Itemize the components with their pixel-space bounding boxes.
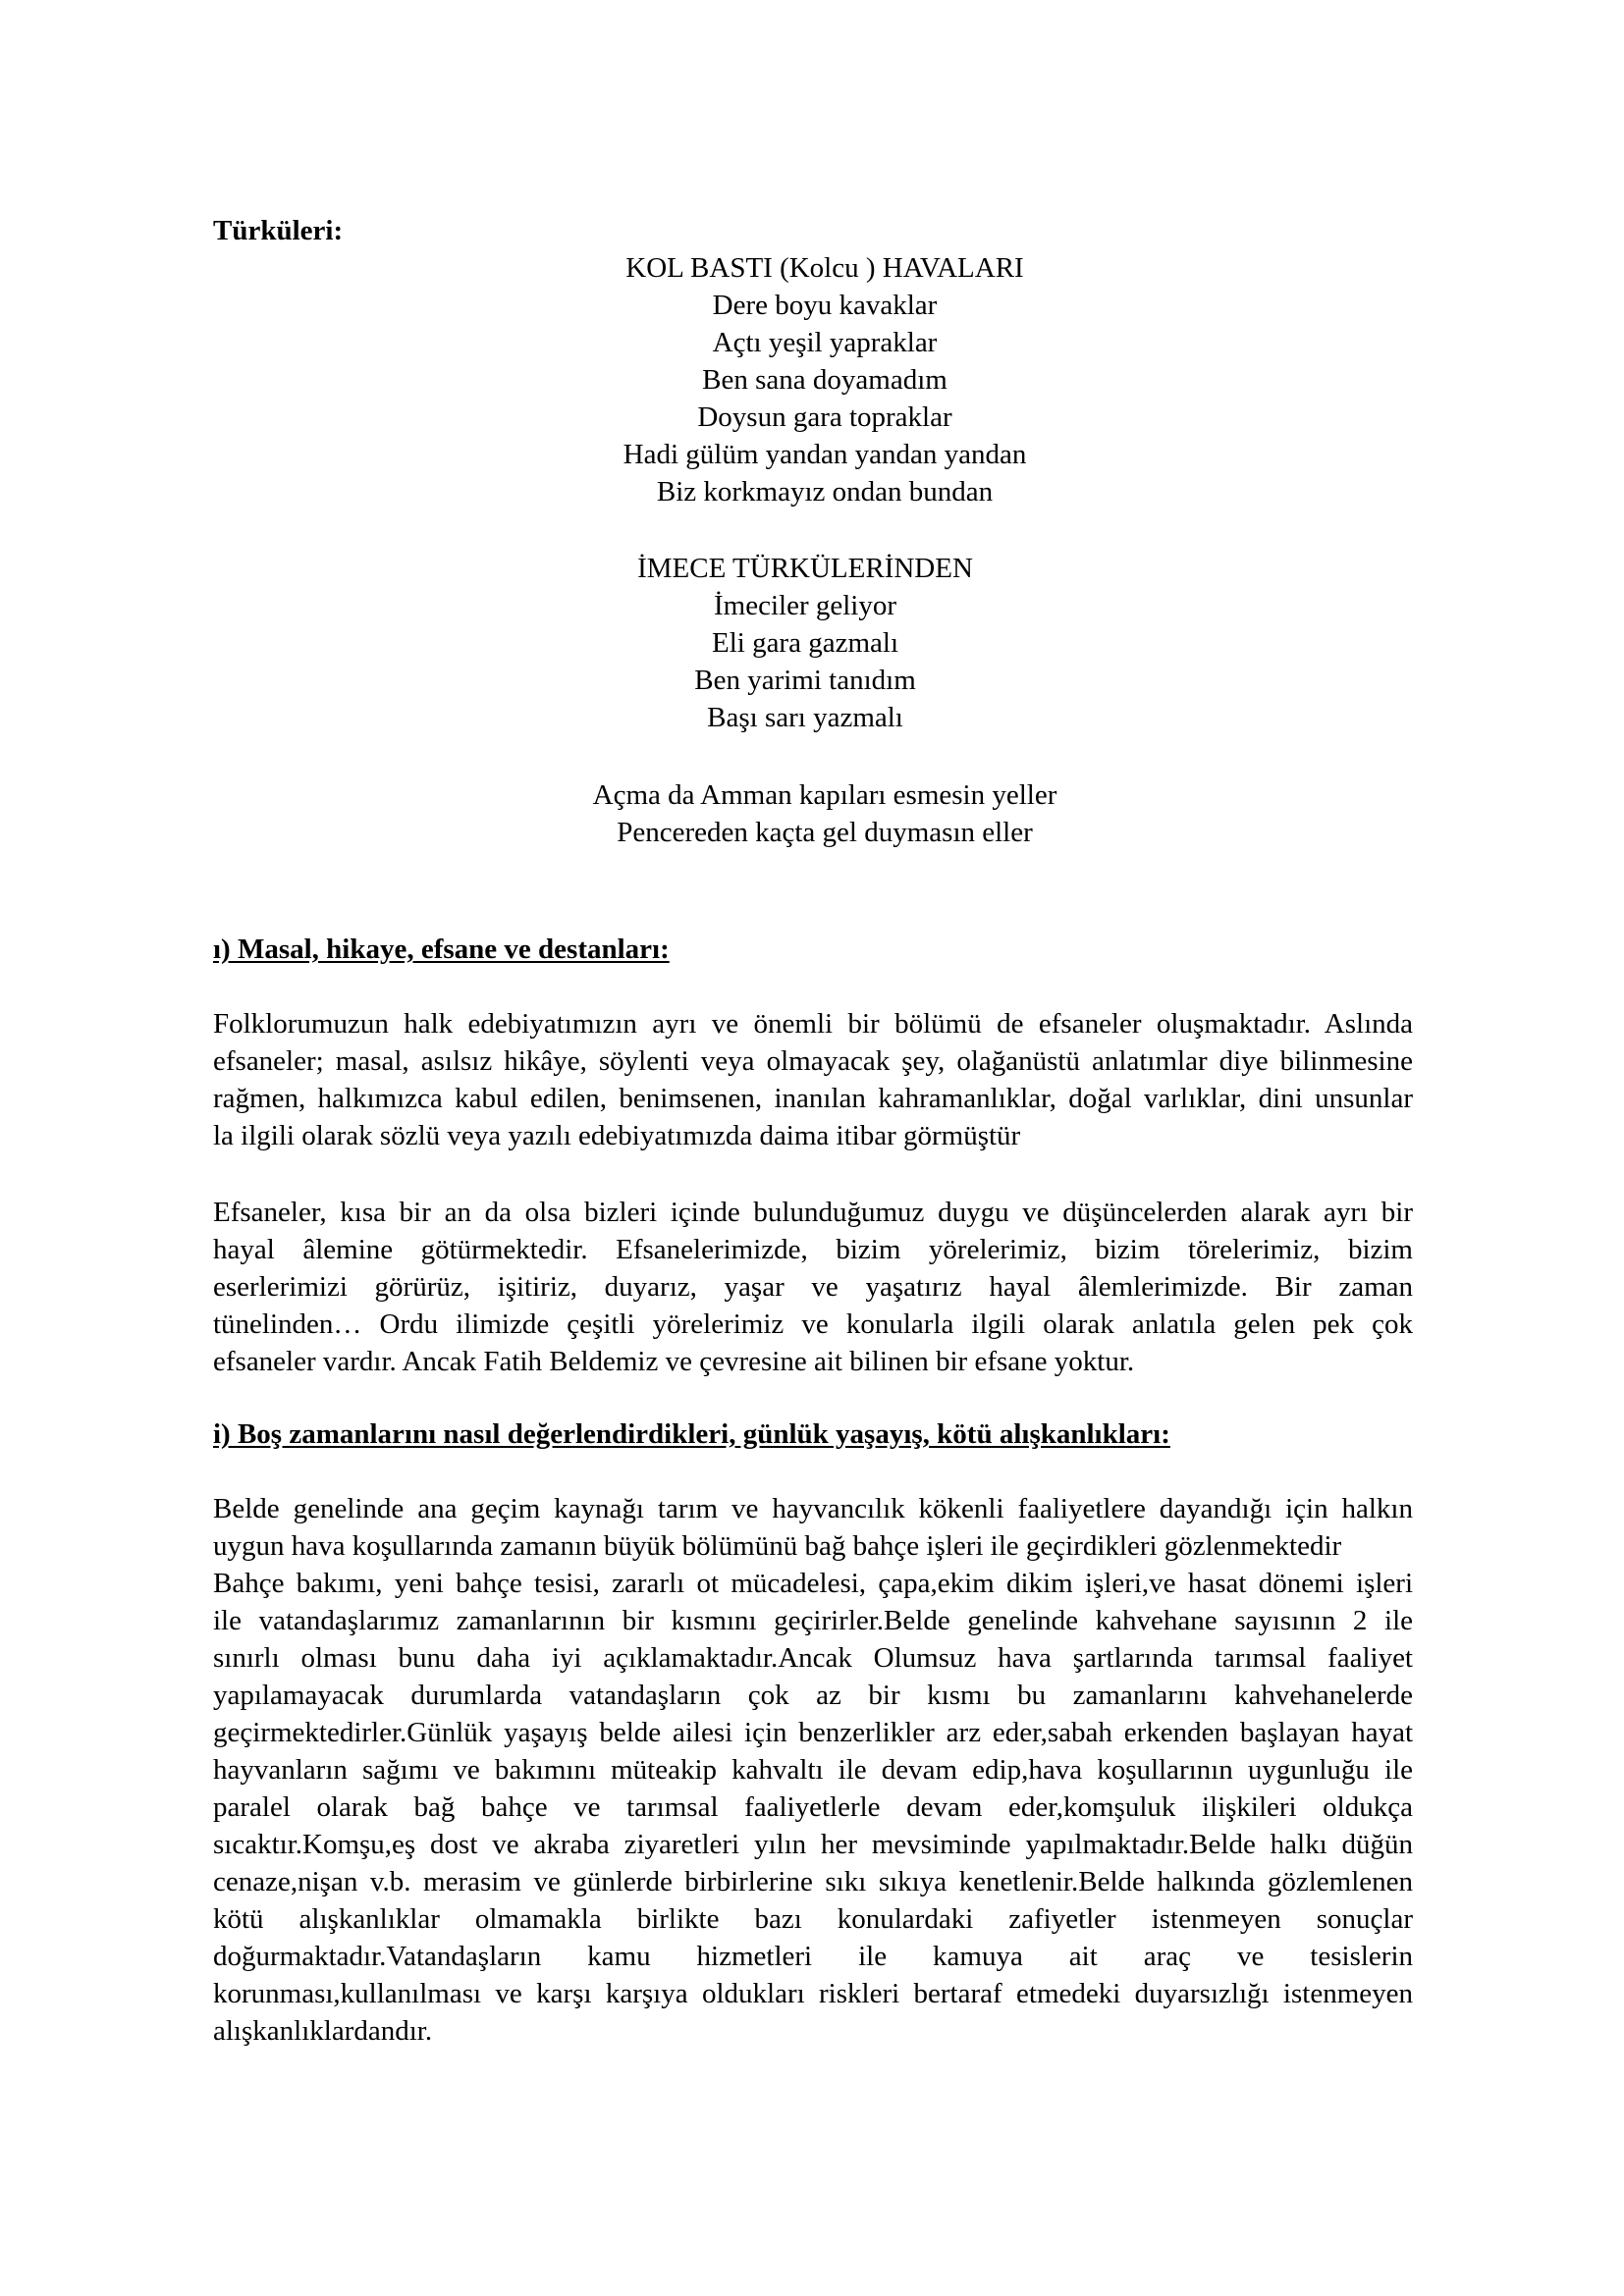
heading-bos-zaman: i) Boş zamanlarını nasıl değerlendirdikleri, günlük yaşayış, kötü alışkanlıkları:	[213, 1418, 1170, 1450]
paragraph-masal-2	[213, 1194, 1413, 1380]
paragraph-line: doğurmaktadır.Vatandaşların kamu hizmetleri ile kamuya ait araç ve tesislerin	[213, 1941, 1413, 1972]
paragraph-masal-1	[213, 1005, 1413, 1154]
paragraph-line: Belde genelinde ana geçim kaynağı tarım ve hayvancılık kökenli faaliyetlere dayandığı için halkın	[213, 1493, 1413, 1524]
paragraph-line: yapılamayacak durumlarda vatandaşların çok az bir kısmı bu zamanlarını kahvehanelerde	[213, 1680, 1413, 1711]
paragraph-line: efsaneler vardır. Ancak Fatih Beldemiz ve çevresine ait bilinen bir efsane yoktur.	[213, 1346, 1135, 1377]
song-imece	[373, 550, 1237, 736]
verse-line: Doysun gara topraklar	[697, 401, 952, 433]
paragraph-line: la ilgili olarak sözlü veya yazılı edebiyatımızda daima itibar görmüştür	[213, 1120, 1021, 1151]
paragraph-line: eserlerimizi görürüz, işitiriz, duyarız, yaşar ve yaşatırız hayal âlemlerimizde. Bir zaman	[213, 1271, 1413, 1303]
verse-line: Pencereden kaçta gel duymasın eller	[617, 817, 1033, 848]
paragraph-line: efsaneler; masal, asılsız hikâye, söylenti veya olmayacak şey, olağanüstü anlatımlar diye bilinmesine	[213, 1045, 1413, 1077]
paragraph-line: tünelinden… Ordu ilimizde çeşitli yörelerimiz ve konularla ilgili olarak anlatıla gelen pek çok	[213, 1308, 1413, 1340]
song-title: KOL BASTI (Kolcu ) HAVALARI	[625, 252, 1024, 284]
paragraph-line: Bahçe bakımı, yeni bahçe tesisi, zararlı ot mücadelesi, çapa,ekim dikim işleri,ve hasat dönemi işleri	[213, 1568, 1413, 1599]
paragraph-line: alışkanlıklardandır.	[213, 2015, 433, 2047]
verse-line: Ben sana doyamadım	[702, 364, 947, 396]
verse-line: Başı sarı yazmalı	[707, 702, 903, 733]
paragraph-line: korunması,kullanılması ve karşı karşıya oldukları riskleri bertaraf etmedeki duyarsızlığı istenmeyen	[213, 1978, 1413, 2009]
verse-line: Biz korkmayız ondan bundan	[656, 476, 994, 507]
paragraph-line: hayal âlemine götürmektedir. Efsanelerimizde, bizim yörelerimiz, bizim törelerimiz, bizim	[213, 1234, 1413, 1265]
paragraph-line: sıcaktır.Komşu,eş dost ve akraba ziyaretleri yılın her mevsiminde yapılmaktadır.Belde halkı düğün	[213, 1829, 1413, 1860]
paragraph-line: uygun hava koşullarında zamanın büyük bölümünü bağ bahçe işleri ile geçirdikleri gözlenmektedir	[213, 1530, 1342, 1562]
verse-line: Hadi gülüm yandan yandan yandan	[623, 439, 1027, 470]
heading-masal: ı) Masal, hikaye, efsane ve destanları:	[213, 934, 670, 965]
verse-line: Eli gara gazmalı	[711, 627, 898, 659]
heading-turkuleri: Türküleri:	[213, 215, 344, 246]
paragraph-line: Folklorumuzun halk edebiyatımızın ayrı ve önemli bir bölümü de efsaneler oluşmaktadır. Aslında	[213, 1008, 1413, 1040]
paragraph-line: rağmen, halkımızca kabul edilen, benimsenen, inanılan kahramanlıklar, doğal varlıklar, dini unsunlar	[213, 1083, 1413, 1114]
paragraph-line: paralel olarak bağ bahçe ve tarımsal faaliyetlerle devam eder,komşuluk ilişkileri oldukça	[213, 1791, 1413, 1823]
paragraph-line: geçirmektedirler.Günlük yaşayış belde ailesi için benzerlikler arz eder,sabah erkenden başlayan hayat	[213, 1717, 1413, 1748]
paragraph-line: kötü alışkanlıklar olmamakla birlikte bazı konulardaki zafiyetler istenmeyen sonuçlar	[213, 1903, 1413, 1935]
paragraph-line: ile vatandaşlarımız zamanlarının bir kısmını geçirirler.Belde genelinde kahvehane sayısının 2 ile	[213, 1605, 1413, 1636]
paragraph-line: hayvanların sağımı ve bakımını müteakip kahvaltı ile devam edip,hava koşullarının uygunluğu ile	[213, 1754, 1413, 1786]
paragraph-line: cenaze,nişan v.b. merasim ve günlerde birbirlerine sıkı sıkıya kenetlenir.Belde halkında gözlemlenen	[213, 1866, 1413, 1897]
verse-line: Ben yarimi tanıdım	[694, 665, 916, 696]
song-acma-da	[393, 776, 1257, 851]
paragraph-line: sınırlı olması bunu daha iyi açıklamaktadır.Ancak Olumsuz hava şartlarında tarımsal faaliyet	[213, 1642, 1413, 1674]
verse-line: Dere boyu kavaklar	[712, 290, 938, 321]
paragraph-bos-zaman	[213, 1490, 1413, 2050]
song-title: İMECE TÜRKÜLERİNDEN	[637, 553, 973, 584]
verse-line: İmeciler geliyor	[714, 590, 896, 621]
verse-line: Açma da Amman kapıları esmesin yeller	[592, 779, 1057, 811]
paragraph-line: Efsaneler, kısa bir an da olsa bizleri içinde bulunduğumuz duygu ve düşüncelerden alarak ayrı bir	[213, 1197, 1413, 1228]
verse-line: Açtı yeşil yapraklar	[712, 327, 938, 358]
song-kol-basti	[393, 249, 1257, 510]
